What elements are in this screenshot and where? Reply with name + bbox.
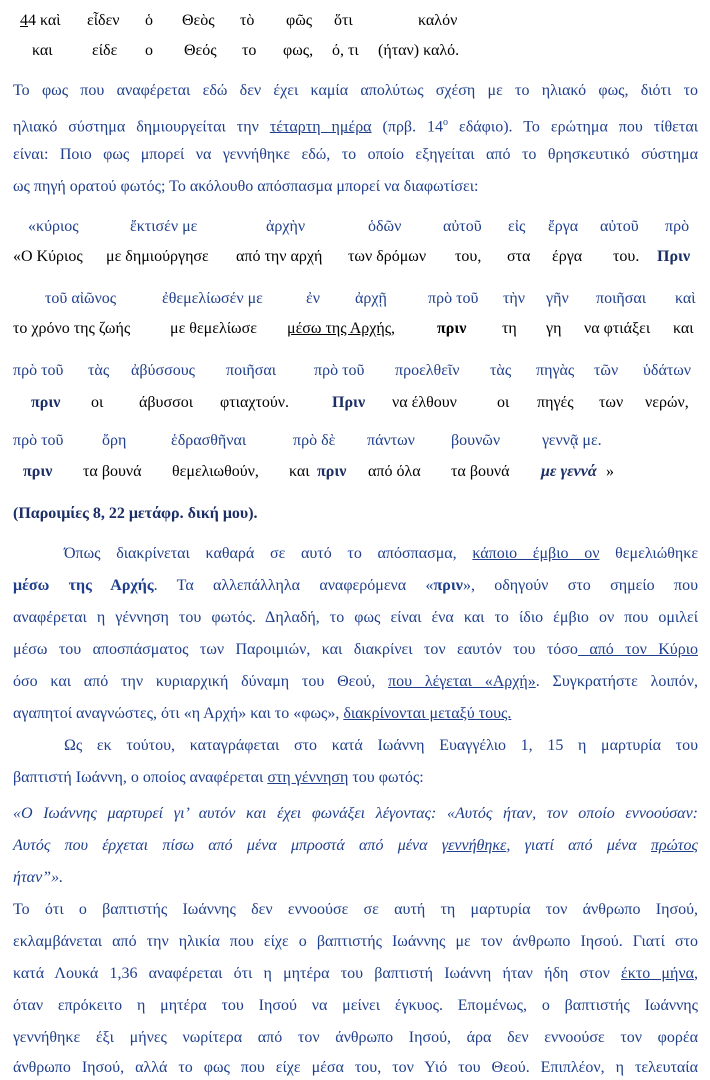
modern-word-bold: πριν	[317, 463, 347, 480]
modern-word: άβυσσοι	[139, 394, 193, 411]
text-line: Το φως που αναφέρεται εδώ δεν έχει καμία απολύτως σχέση με το ηλιακό φως, διότι το	[13, 82, 698, 99]
link-called-arche[interactable]: που λέγεται «Αρχή»	[388, 673, 536, 690]
modern-word: θεμελιωθούν,	[172, 463, 259, 480]
greek-word: Θεὸς	[182, 12, 215, 29]
text-line: γεννήθηκε έξι μήνες νωρίτερα από τον άνθρωπο Ιησού, άρα δεν εννοούσε τον φορέα	[13, 1029, 698, 1046]
modern-word-bold: πριν	[31, 394, 61, 411]
modern-word: φτιαχτούν.	[220, 394, 290, 411]
greek-word: βουνῶν	[451, 432, 501, 449]
modern-word: να φτιάξει	[584, 320, 651, 337]
modern-word: το	[242, 42, 257, 59]
link-fourth-day[interactable]: τέταρτη ημέρα	[269, 118, 372, 136]
greek-word: τοῦ αἰῶνος	[45, 290, 117, 307]
link-living-being[interactable]: κάποιο έμβιο ον	[472, 545, 600, 562]
modern-word: οι	[91, 394, 104, 411]
greek-word: τὰς	[490, 362, 512, 379]
greek-word: ἀρχῇ	[355, 290, 387, 307]
greek-word: τῶν	[594, 362, 619, 379]
greek-word: πρὸ	[665, 218, 690, 235]
modern-word: από όλα	[368, 463, 421, 480]
modern-word: του.	[613, 248, 640, 265]
greek-word-text: 4 καὶ	[28, 12, 61, 29]
text-line: όσο και από την κυριαρχική δύναμη του Θεού, που λέγεται «Αρχή». Συγκρατήστε λοιπόν,	[13, 673, 698, 690]
quote-line: «Ο Ιωάννης μαρτυρεί γι’ αυτόν και έχει φωνάξει λέγοντας: «Αυτός ήταν, τον οποίο εννοούσαν:	[13, 805, 698, 822]
text-line: μέσω του αποσπάσματος των Παροιμιών, και διακρίνει τον εαυτόν του τόσο από τον Κύριο	[13, 641, 698, 658]
greek-word: ὁδῶν	[368, 218, 402, 235]
greek-word: αὐτοῦ	[600, 218, 639, 235]
greek-word: ἔκτισέν με	[130, 218, 198, 235]
link-distinguished[interactable]: διακρίνονται μεταξύ τους.	[343, 705, 512, 722]
modern-word: των	[599, 394, 624, 411]
modern-word: φως,	[283, 42, 314, 59]
greek-word: πρὸ τοῦ	[13, 432, 64, 449]
modern-word: στα	[507, 248, 531, 265]
greek-word: τὴν	[503, 290, 526, 307]
quote-line: ήταν”».	[13, 869, 64, 886]
greek-word: ἐθεμελίωσέν με	[162, 290, 263, 307]
text-line: είναι: Ποιο φως μπορεί να γεννήθηκε εδώ, το οποίο εξηγείται από το θρησκευτικό σύστημα	[13, 146, 698, 163]
text-line: βαπτιστή Ιωάννη, ο οποίος αναφέρεται στη γέννηση του φωτός:	[13, 769, 424, 786]
greek-word: γῆν	[546, 290, 569, 307]
link-sixth-month[interactable]: έκτο μήνα	[621, 965, 694, 982]
modern-word: νερών,	[645, 394, 689, 411]
greek-word: πρὸ τοῦ	[13, 362, 64, 379]
text-line: ως πηγή ορατού φωτός; Το ακόλουθο απόσπασμα μπορεί να διαφωτίσει:	[13, 178, 479, 195]
modern-word: με θεμελίωσε	[170, 320, 257, 337]
modern-word: του,	[455, 248, 482, 265]
greek-word: ὄρη	[102, 432, 127, 449]
greek-word: ποιῆσαι	[596, 290, 647, 307]
greek-word: ἀβύσσους	[131, 362, 195, 379]
greek-word: τὸ	[240, 12, 255, 29]
modern-word: να έλθουν	[392, 394, 457, 411]
modern-word: έργα	[552, 248, 583, 265]
greek-word: γεννᾷ με.	[542, 432, 602, 449]
greek-word: πρὸ δὲ	[293, 432, 336, 449]
modern-word-bold: με γεννά	[541, 463, 597, 480]
modern-word-bold: Πριν	[657, 248, 691, 265]
greek-word: ἔργα	[548, 218, 579, 235]
modern-word: με δημιούργησε	[106, 248, 209, 265]
greek-word: ὅτι	[334, 12, 353, 29]
text-line: άνθρωπο Ιησού, αλλά το φως που είχε μέσα του, τον Υιό του Θεού. Επιπλέον, η τελευταία	[13, 1059, 698, 1076]
text-line: κατά Λουκά 1,36 αναφέρεται ότι η μητέρα του βαπτιστή Ιωάννη ήταν ήδη στον έκτο μήνα,	[13, 965, 698, 982]
greek-word: ἀρχὴν	[266, 218, 306, 235]
modern-word: Θεός	[184, 42, 217, 59]
modern-word: και	[673, 320, 694, 337]
modern-word: είδε	[92, 42, 118, 59]
modern-word: «Ο Κύριος	[13, 248, 83, 265]
greek-word: πρὸ τοῦ	[428, 290, 479, 307]
greek-word: προελθεῖν	[395, 362, 460, 379]
text-line: όταν επρόκειτο η μητέρα του Ιησού να μείνει έγκυος. Επομένως, ο βαπτιστής Ιωάννης	[13, 997, 698, 1014]
greek-word: ποιῆσαι	[226, 362, 277, 379]
link-from-lord[interactable]: από τον Κύριο	[577, 641, 698, 658]
text-line: Όπως διακρίνεται καθαρά σε αυτό το απόσπασμα, κάποιο έμβιο ον θεμελιώθηκε	[64, 545, 699, 562]
greek-word: ὁ	[145, 12, 153, 29]
link-was-born[interactable]: γεννήθηκε	[441, 837, 507, 854]
modern-word: τα βουνά	[451, 463, 510, 480]
greek-word: καλόν	[418, 12, 458, 29]
citation: (Παροιμίες 8, 22 μετάφρ. δική μου).	[13, 505, 258, 522]
greek-word: πρὸ τοῦ	[314, 362, 365, 379]
modern-word-bold: πριν	[23, 463, 53, 480]
greek-word: εἰς	[508, 218, 526, 235]
greek-word: «κύριος	[28, 218, 79, 235]
greek-word: ὑδάτων	[643, 362, 692, 379]
modern-word: τα βουνά	[83, 463, 142, 480]
link-first[interactable]: πρώτος	[650, 837, 699, 854]
greek-word: τὰς	[88, 362, 110, 379]
modern-word: των δρόμων	[348, 248, 427, 265]
modern-word: από την αρχή	[236, 248, 323, 265]
text-line: Ως εκ τούτου, καταγράφεται στο κατά Ιωάννη Ευαγγέλιο 1, 15 η μαρτυρία του	[64, 737, 698, 754]
greek-word: ἑδρασθῆναι	[171, 432, 247, 449]
modern-word: οι	[497, 394, 510, 411]
verse-number: 4	[20, 12, 28, 29]
text-line: αγαπητοί αναγνώστες, ότι «η Αρχή» και το «φως», διακρίνονται μεταξύ τους.	[13, 705, 512, 722]
greek-word: πάντων	[367, 432, 415, 449]
modern-word-underlined: μέσω της Αρχής,	[287, 320, 396, 337]
quote-line: Αυτός που έρχεται πίσω από μένα μπροστά από μένα γεννήθηκε, γιατί από μένα πρώτος	[13, 837, 699, 854]
greek-word: φῶς	[286, 12, 313, 29]
greek-word	[20, 12, 61, 30]
modern-word: το χρόνο της ζωής	[13, 320, 131, 337]
link-birth[interactable]: στη γέννηση	[267, 769, 349, 786]
modern-word: και	[32, 42, 53, 59]
text-line: ηλιακό σύστημα δημιουργείται την τέταρτη ημέρα (πρβ. $14^o$ εδάφιο). Το ερώτημα που τίθεται	[13, 117, 699, 136]
modern-word: τη	[502, 320, 517, 337]
greek-word: πηγὰς	[536, 362, 575, 379]
modern-word: πηγές	[537, 394, 574, 411]
greek-word: καὶ	[675, 290, 696, 307]
closing-quote: »	[606, 463, 614, 480]
modern-word-bold: πριν	[437, 320, 467, 337]
modern-word: ο	[145, 42, 153, 59]
text-line: Το ότι ο βαπτιστής Ιωάννης δεν εννοούσε σε αυτή τη μαρτυρία τον άνθρωπο Ιησού,	[13, 901, 698, 918]
modern-word: ό, τι	[332, 42, 359, 59]
greek-word: αὐτοῦ	[443, 218, 482, 235]
greek-word: εἶδεν	[87, 12, 120, 29]
modern-word-bold: Πριν	[332, 394, 366, 411]
text-line: αναφέρεται η γέννηση του φωτός. Δηλαδή, το φως είναι ένα και το ίδιο έμβιο ον που ομιλεί	[13, 609, 698, 626]
modern-word: γη	[546, 320, 562, 337]
modern-word: (ήταν) καλό.	[378, 42, 460, 59]
text-line: μέσω της Αρχής. Τα αλλεπάλληλα αναφερόμενα «πριν», οδηγούν στο σημείο που	[13, 577, 699, 594]
modern-word: και	[289, 463, 310, 480]
text-line: εκλαμβάνεται από την ηλικία που είχε ο βαπτιστής Ιωάννης με τον άνθρωπο Ιησού. Γιατί στο	[13, 933, 698, 950]
greek-word: ἐν	[306, 290, 320, 307]
